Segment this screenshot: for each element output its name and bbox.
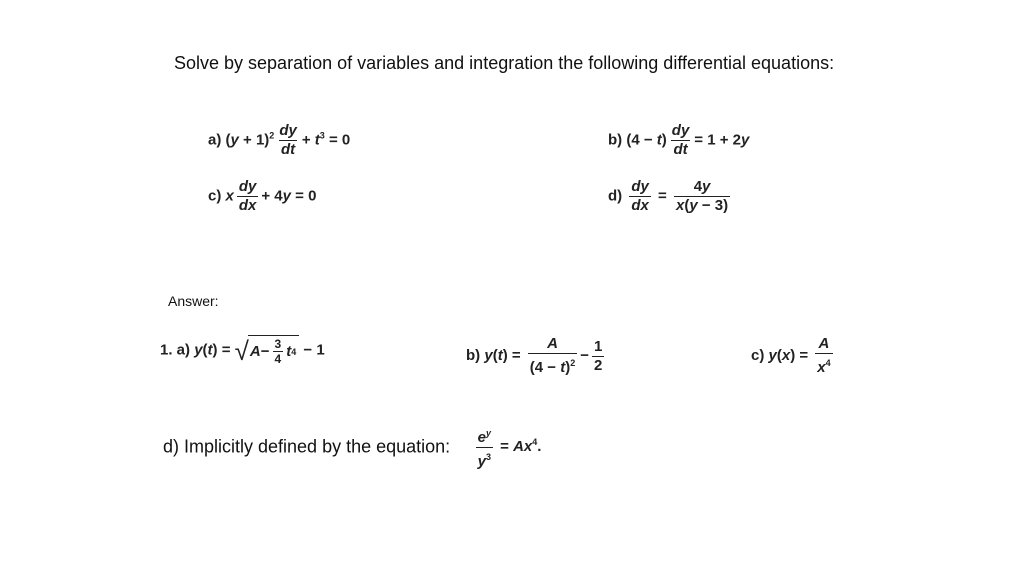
answer-label: Answer: [168, 293, 219, 309]
problem-a: a) $(y + 1)^2$ $\frac{dy}{dt}$ + $t^3 = 0$ [208, 122, 351, 158]
answer-c-label: c) [751, 346, 765, 364]
fraction-dy-dt: $\frac{dy}{dt}$ [279, 122, 297, 158]
answer-b: b) y(t) = $\frac{A}{(4 - t)^2}$ − $\frac{1}{2}$ [466, 335, 603, 376]
fraction-dy-dt: $\frac{dy}{dt}$ [671, 122, 690, 158]
answer-d-text: d) Implicitly defined by the equation: [163, 436, 451, 457]
square-root: √ A − $\frac{3}{4}$ t 4 [235, 335, 300, 366]
problem-c-label: c) [208, 187, 222, 205]
page-title: Solve by separation of variables and integration the following differential equations: [174, 53, 835, 73]
answer-d [163, 424, 541, 471]
answer-a: 1. a) y(t) = √ A − $\frac{3}{4}$ t 4 − 1 [160, 335, 325, 366]
implicit-equation: $\frac{e^y}{y^3}$ = $Ax^4$. [473, 438, 542, 455]
fraction-4y-over-xy3: $\frac{4y}{x(y - 3)}$ [675, 178, 729, 214]
problem-d: d) $\frac{dy}{dx}$ = $\frac{4y}{x(y - 3)}$ [608, 178, 729, 214]
problem-d-label: d) [608, 187, 623, 205]
problem-b-label: b) [608, 131, 623, 149]
fraction-dy-dx: $\frac{dy}{dx}$ [631, 178, 649, 214]
fraction-one-half: $\frac{1}{2}$ [594, 337, 603, 374]
fraction-ey-over-y3: $\frac{e^y}{y^3}$ [477, 428, 491, 470]
problem-b: b) (4 − t) $\frac{dy}{dt}$ = 1 + 2y [608, 122, 750, 158]
problem-a-label: a) [208, 131, 222, 149]
answer-c: c) y(x) = $\frac{A}{x^4}$ [751, 335, 831, 376]
fraction-a-over-4-minus-t-squared: $\frac{A}{(4 - t)^2}$ [529, 335, 576, 376]
fraction-a-over-x4: $\frac{A}{x^4}$ [817, 335, 831, 376]
answer-b-label: b) [466, 346, 481, 364]
problem-c: c) x $\frac{dy}{dx}$ + 4y = 0 [208, 178, 317, 214]
answer-a-label: 1. a) [160, 341, 191, 359]
fraction-dy-dx: $\frac{dy}{dx}$ [238, 178, 257, 214]
